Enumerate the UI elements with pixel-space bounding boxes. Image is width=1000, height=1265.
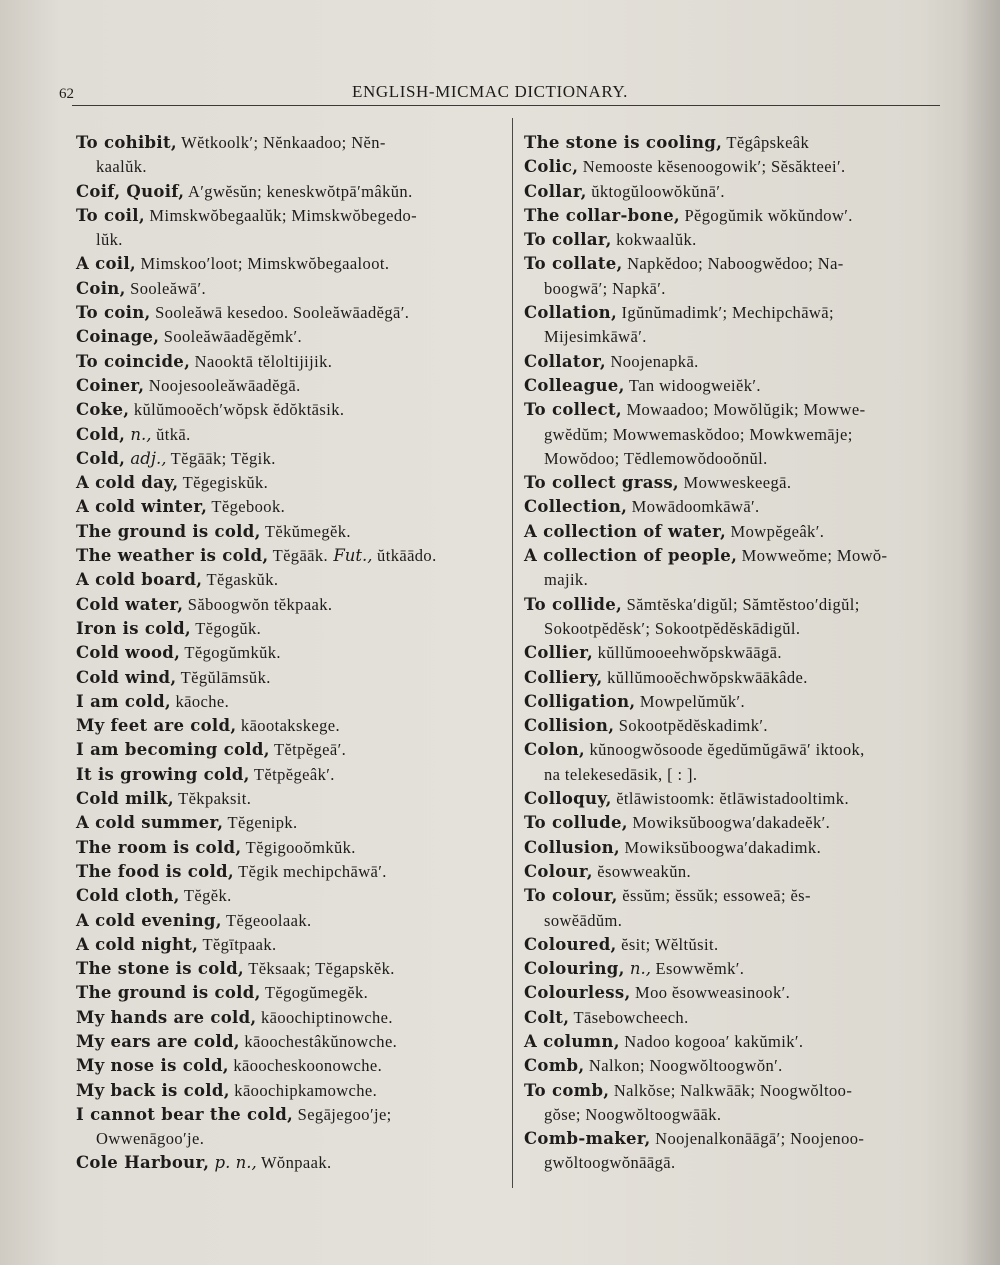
column-divider — [512, 118, 513, 1188]
definition-text: ĕtlāwistoomk: ĕtlāwistadooltimk. — [611, 789, 849, 809]
definition-text: kŭllŭmooĕchwŏpskwāākâde. — [602, 667, 808, 687]
dictionary-entry — [524, 641, 962, 665]
headword: I am cold, — [76, 691, 171, 711]
dictionary-entry — [76, 1054, 508, 1078]
page-number: 62 — [59, 86, 74, 102]
definition-text: Sokootpĕdĕsk′; Sokootpĕdĕskādigŭl. — [544, 618, 801, 638]
definition-text: Sooleăwā′. — [125, 278, 207, 298]
dictionary-entry — [524, 350, 962, 374]
headword: To collide, — [524, 594, 623, 614]
headword: The food is cold, — [76, 861, 234, 881]
definition-text: Sooleăwā kesedoo. Sooleăwāadĕgā′. — [150, 303, 410, 323]
headword: To comb, — [524, 1080, 610, 1100]
definition-text: Naooktā tĕloltijijik. — [190, 351, 333, 371]
headword: Colloquy, — [524, 789, 612, 809]
entry-continuation — [524, 909, 962, 933]
headword: Colligation, — [524, 691, 636, 711]
dictionary-entry — [524, 252, 962, 276]
dictionary-entry — [524, 690, 962, 714]
dictionary-entry — [524, 155, 962, 179]
dictionary-entry — [76, 495, 508, 519]
dictionary-entry — [76, 811, 508, 835]
headword: A cold day, — [76, 473, 179, 493]
headword: A cold summer, — [76, 813, 224, 833]
definition-text: Noojenalkonāāgā′; Noojenoo- — [650, 1129, 865, 1149]
headword: A column, — [524, 1031, 620, 1051]
definition-text: ĕsit; Wĕltŭsit. — [616, 934, 719, 954]
dictionary-entry — [76, 738, 508, 762]
dictionary-entry — [524, 1127, 962, 1151]
headword: My ears are cold, — [76, 1031, 240, 1051]
headword: Collation, — [524, 303, 618, 323]
dictionary-entry — [76, 568, 508, 592]
dictionary-entry — [524, 204, 962, 228]
headword: Colt, — [524, 1007, 570, 1027]
dictionary-entry — [76, 180, 508, 204]
dictionary-entry — [524, 471, 962, 495]
dictionary-entry — [76, 325, 508, 349]
dictionary-entry — [76, 520, 508, 544]
headword: A collection of people, — [524, 546, 738, 566]
definition-text: Tĕgāāk; Tĕgik. — [166, 448, 276, 468]
definition-text: gwŏltoogwŏnāāgā. — [544, 1153, 676, 1173]
definition-text: Nadoo kogooa′ kakŭmik′. — [619, 1031, 804, 1051]
dictionary-entry — [76, 301, 508, 325]
dictionary-entry — [524, 884, 962, 908]
definition-text: sowĕādŭm. — [544, 910, 623, 930]
definition-text: Mijesimkāwā′. — [544, 327, 647, 347]
headword: Cold wind, — [76, 667, 177, 687]
dictionary-entry — [524, 787, 962, 811]
headword: To collate, — [524, 254, 623, 274]
headword: The collar-bone, — [524, 205, 680, 225]
dictionary-entry — [76, 447, 508, 471]
definition-text: ŭtkāādo. — [372, 546, 437, 566]
dictionary-entry — [76, 398, 508, 422]
headword: Colourless, — [524, 983, 631, 1003]
definition-text: Esowwĕmk′. — [651, 959, 745, 979]
headword: Coin, — [76, 278, 126, 298]
definition-text: kokwaalŭk. — [611, 230, 697, 250]
headword: My back is cold, — [76, 1080, 230, 1100]
headword: To coincide, — [76, 351, 191, 371]
headword: To coin, — [76, 303, 151, 323]
definition-text: Owwenāgoo′je. — [96, 1129, 205, 1149]
headword: Colouring, — [524, 959, 625, 979]
definition-text: na telekesedāsik, [ : ]. — [544, 764, 698, 784]
definition-text: kŭllŭmooeehwŏpskwāāgā. — [593, 643, 782, 663]
definition-text: Tĕgik mechipchāwā′. — [233, 861, 387, 881]
entry-continuation — [524, 423, 962, 447]
headword: A cold winter, — [76, 497, 208, 517]
dictionary-entry — [524, 1054, 962, 1078]
dictionary-entry — [524, 811, 962, 835]
headword: My hands are cold, — [76, 1007, 257, 1027]
dictionary-entry — [76, 957, 508, 981]
dictionary-entry — [76, 666, 508, 690]
headword: The ground is cold, — [76, 521, 261, 541]
dictionary-entry — [76, 787, 508, 811]
dictionary-entry — [76, 1030, 508, 1054]
dictionary-entry — [524, 860, 962, 884]
headword: Cole Harbour, — [76, 1153, 210, 1173]
dictionary-entry — [76, 423, 508, 447]
definition-text: kāoochipkamowche. — [229, 1080, 378, 1100]
definition-text: lŭk. — [96, 230, 123, 250]
definition-text: kāoochiptinowche. — [256, 1007, 393, 1027]
running-title: ENGLISH-MICMAC DICTIONARY. — [352, 82, 628, 101]
headword: I cannot bear the cold, — [76, 1104, 294, 1124]
definition-text: Segājegoo′je; — [293, 1104, 392, 1124]
dictionary-entry — [524, 544, 962, 568]
definition-text: Nemooste kĕsenoogowik′; Sĕsăkteei′. — [578, 157, 846, 177]
definition-text: Mowaadoo; Mowŏlŭgik; Mowwe- — [621, 400, 866, 420]
headword: To collect, — [524, 400, 622, 420]
definition-text: Igŭnŭmadimk′; Mechipchāwā; — [617, 303, 834, 323]
definition-text: Nalkŏse; Nalkwāāk; Noogwŏltoo- — [609, 1080, 853, 1100]
entry-continuation — [76, 155, 508, 179]
definition-text: Napkĕdoo; Naboogwĕdoo; Na- — [622, 254, 844, 274]
dictionary-entry — [76, 544, 508, 568]
definition-text: Noojenapkā. — [605, 351, 699, 371]
headword: The stone is cooling, — [524, 133, 723, 152]
dictionary-entry — [524, 301, 962, 325]
definition-text: Tĕkŭmegĕk. — [260, 521, 351, 541]
part-of-speech: n., — [125, 424, 152, 444]
definition-text: Tĕgegiskŭk. — [178, 473, 269, 493]
headword: Comb, — [524, 1056, 585, 1076]
definition-text: ŭtkā. — [151, 424, 191, 444]
entry-continuation — [524, 763, 962, 787]
dictionary-entry — [76, 471, 508, 495]
definition-text: kāoocheskoonowche. — [228, 1056, 383, 1076]
dictionary-entry — [524, 1030, 962, 1054]
entry-continuation — [524, 325, 962, 349]
definition-text: Tĕgenipk. — [223, 813, 298, 833]
page-edge-shadow — [960, 0, 1000, 1265]
headword: Comb-maker, — [524, 1129, 651, 1149]
entry-continuation — [524, 1151, 962, 1175]
definition-text: Tĕtpĕgeâk′. — [249, 764, 335, 784]
dictionary-entry — [524, 1006, 962, 1030]
part-of-speech: adj., — [125, 448, 167, 468]
dictionary-entry — [524, 180, 962, 204]
definition-text: Tĕgâpskeâk — [722, 133, 810, 152]
headword: Cold milk, — [76, 789, 174, 809]
definition-text: kāoche. — [170, 691, 230, 711]
headword: A coil, — [76, 254, 136, 274]
dictionary-entry — [524, 398, 962, 422]
headword: Cold water, — [76, 594, 184, 614]
headword: To colour, — [524, 886, 618, 906]
definition-text: Tĕksaak; Tĕgapskĕk. — [243, 959, 395, 979]
right-column — [524, 131, 962, 1176]
dictionary-entry — [76, 617, 508, 641]
headword: Collusion, — [524, 837, 620, 857]
definition-text: Tĕgĕk. — [179, 886, 232, 906]
entry-continuation — [76, 1127, 508, 1151]
definition-text: Tĕgogŭmegĕk. — [260, 983, 369, 1003]
definition-text: kŭlŭmooĕch′wŏpsk ĕdŏktāsik. — [129, 400, 345, 420]
definition-text: Tĕgebook. — [207, 497, 286, 517]
dictionary-entry — [76, 374, 508, 398]
dictionary-entry — [76, 690, 508, 714]
dictionary-entry — [524, 593, 962, 617]
headword: Colour, — [524, 861, 593, 881]
definition-text: Mowpĕgeâk′. — [726, 521, 825, 541]
part-of-speech: n., — [624, 959, 652, 979]
definition-text: kāoochestâkŭnowche. — [239, 1031, 398, 1051]
definition-text: Mowŏdoo; Tĕdlemowŏdooŏnŭl. — [544, 448, 768, 468]
dictionary-entry — [524, 933, 962, 957]
definition-text: Tĕkpaksit. — [173, 789, 252, 809]
definition-text: Mimskwŏbegaalŭk; Mimskwŏbegedo- — [144, 205, 418, 225]
definition-text: Tĕgāāk. — [268, 546, 329, 566]
dictionary-entry — [524, 981, 962, 1005]
definition-text: A′gwĕsŭn; keneskwŏtpā′mâkŭn. — [184, 181, 413, 201]
definition-text: boogwā′; Napkā′. — [544, 278, 666, 298]
header-rule — [72, 105, 940, 106]
dictionary-entry — [76, 884, 508, 908]
headword: To collar, — [524, 230, 612, 250]
dictionary-entry — [524, 666, 962, 690]
headword: The ground is cold, — [76, 983, 261, 1003]
definition-text: Tĕgigooŏmkŭk. — [241, 837, 356, 857]
dictionary-entry — [524, 495, 962, 519]
definition-text: Tĕgaskŭk. — [202, 570, 279, 590]
definition-text: Mimskoo′loot; Mimskwŏbegaaloot. — [135, 254, 390, 274]
definition-text: Mowiksŭboogwa′dakadeĕk′. — [627, 813, 831, 833]
dictionary-entry — [76, 1006, 508, 1030]
dictionary-entry — [76, 836, 508, 860]
definition-text: Mowiksŭboogwa′dakadimk. — [619, 837, 822, 857]
dictionary-entry — [76, 909, 508, 933]
definition-text: Nalkon; Noogwŏltoogwŏn′. — [584, 1056, 783, 1076]
dictionary-entry — [524, 957, 962, 981]
headword: A cold board, — [76, 570, 203, 590]
headword: Collision, — [524, 716, 615, 736]
headword: Iron is cold, — [76, 618, 191, 638]
headword: A cold evening, — [76, 910, 222, 930]
dictionary-entry — [76, 593, 508, 617]
headword: Colon, — [524, 740, 585, 760]
headword: The room is cold, — [76, 837, 242, 857]
headword: Cold cloth, — [76, 886, 180, 906]
definition-text: Mowweskeegā. — [678, 473, 792, 493]
definition-text: kŭnoogwŏsoode ĕgedŭmŭgāwā′ iktook, — [584, 740, 865, 760]
definition-text: Sokootpĕdĕskadimk′. — [614, 716, 768, 736]
headword: Colleague, — [524, 375, 625, 395]
entry-continuation — [524, 447, 962, 471]
definition-text: gŏse; Noogwŏltoogwāāk. — [544, 1104, 722, 1124]
headword: Collar, — [524, 181, 587, 201]
headword: Coiner, — [76, 375, 145, 395]
dictionary-entry — [524, 836, 962, 860]
definition-text: Tĕgogŭk. — [190, 618, 262, 638]
dictionary-entry — [524, 520, 962, 544]
headword: To collect grass, — [524, 473, 679, 493]
headword: Collier, — [524, 643, 594, 663]
abbreviation: Fut., — [328, 546, 373, 566]
dictionary-entry — [76, 1103, 508, 1127]
definition-text: Mowweŏme; Mowŏ- — [737, 546, 888, 566]
definition-text: majik. — [544, 570, 589, 590]
definition-text: ĕssŭm; ĕssŭk; essoweā; ĕs- — [617, 886, 811, 906]
definition-text: Săboogwŏn tĕkpaak. — [183, 594, 333, 614]
entry-continuation — [76, 228, 508, 252]
headword: Coloured, — [524, 934, 617, 954]
dictionary-entry — [76, 860, 508, 884]
definition-text: Tĕgeoolaak. — [221, 910, 312, 930]
dictionary-entry — [76, 933, 508, 957]
dictionary-entry — [524, 738, 962, 762]
definition-text: Pĕgogŭmik wŏkŭndow′. — [679, 205, 853, 225]
headword: To coil, — [76, 205, 145, 225]
left-column — [76, 131, 508, 1176]
dictionary-entry — [76, 350, 508, 374]
dictionary-entry — [524, 374, 962, 398]
dictionary-entry — [76, 1151, 508, 1175]
dictionary-entry — [76, 1079, 508, 1103]
dictionary-entry — [524, 131, 962, 155]
headword: Colic, — [524, 157, 579, 177]
headword: Coif, Quoif, — [76, 181, 185, 201]
definition-text: Moo ĕsowweasinook′. — [630, 983, 791, 1003]
dictionary-entry — [76, 763, 508, 787]
dictionary-entry — [76, 981, 508, 1005]
headword: Colliery, — [524, 667, 603, 687]
headword: Coinage, — [76, 327, 160, 347]
definition-text: Sămtĕska′digŭl; Sămtĕstoo′digŭl; — [622, 594, 860, 614]
headword: A collection of water, — [524, 521, 727, 541]
entry-continuation — [524, 277, 962, 301]
definition-text: Noojesooleăwāadĕgā. — [144, 375, 301, 395]
definition-text: Tĕtpĕgeā′. — [269, 740, 347, 760]
definition-text: Wŏnpaak. — [256, 1153, 332, 1173]
definition-text: Tĕgītpaak. — [198, 934, 277, 954]
dictionary-entry — [76, 714, 508, 738]
definition-text: ĕsowweakŭn. — [592, 861, 692, 881]
headword: It is growing cold, — [76, 764, 250, 784]
dictionary-entry — [76, 277, 508, 301]
definition-text: kāootakskege. — [236, 716, 341, 736]
headword: To collude, — [524, 813, 628, 833]
definition-text: Tan widoogweiĕk′. — [624, 375, 761, 395]
headword: Collection, — [524, 497, 628, 517]
part-of-speech: p. n., — [209, 1153, 257, 1173]
dictionary-entry — [524, 714, 962, 738]
definition-text: kaalŭk. — [96, 157, 147, 177]
dictionary-entry — [524, 1079, 962, 1103]
dictionary-entry — [76, 131, 508, 155]
entry-continuation — [524, 617, 962, 641]
definition-text: Sooleăwāadĕgĕmk′. — [159, 327, 303, 347]
headword: Cold, — [76, 424, 126, 444]
headword: My nose is cold, — [76, 1056, 229, 1076]
headword: Cold wood, — [76, 643, 181, 663]
definition-text: ŭktogŭloowŏkŭnā′. — [586, 181, 725, 201]
definition-text: Tĕgogŭmkŭk. — [180, 643, 281, 663]
headword: A cold night, — [76, 934, 199, 954]
headword: My feet are cold, — [76, 716, 237, 736]
dictionary-entry — [524, 228, 962, 252]
definition-text: Mowpelŭmŭk′. — [635, 691, 746, 711]
headword: Cold, — [76, 448, 126, 468]
headword: The weather is cold, — [76, 546, 269, 566]
definition-text: Tĕgŭlāmsŭk. — [176, 667, 271, 687]
definition-text: Tāsebowcheech. — [569, 1007, 689, 1027]
entry-continuation — [524, 568, 962, 592]
entry-continuation — [524, 1103, 962, 1127]
definition-text: gwĕdŭm; Mowwemaskŏdoo; Mowkwemāje; — [544, 424, 853, 444]
headword: Coke, — [76, 400, 130, 420]
headword: To cohibit, — [76, 133, 177, 152]
headword: The stone is cold, — [76, 959, 244, 979]
definition-text: Mowādoomkāwā′. — [627, 497, 760, 517]
definition-text: Wĕtkoolk′; Nĕnkaadoo; Nĕn- — [176, 133, 386, 152]
dictionary-entry — [76, 252, 508, 276]
headword: I am becoming cold, — [76, 740, 270, 760]
dictionary-entry — [76, 204, 508, 228]
dictionary-entry — [76, 641, 508, 665]
headword: Collator, — [524, 351, 606, 371]
